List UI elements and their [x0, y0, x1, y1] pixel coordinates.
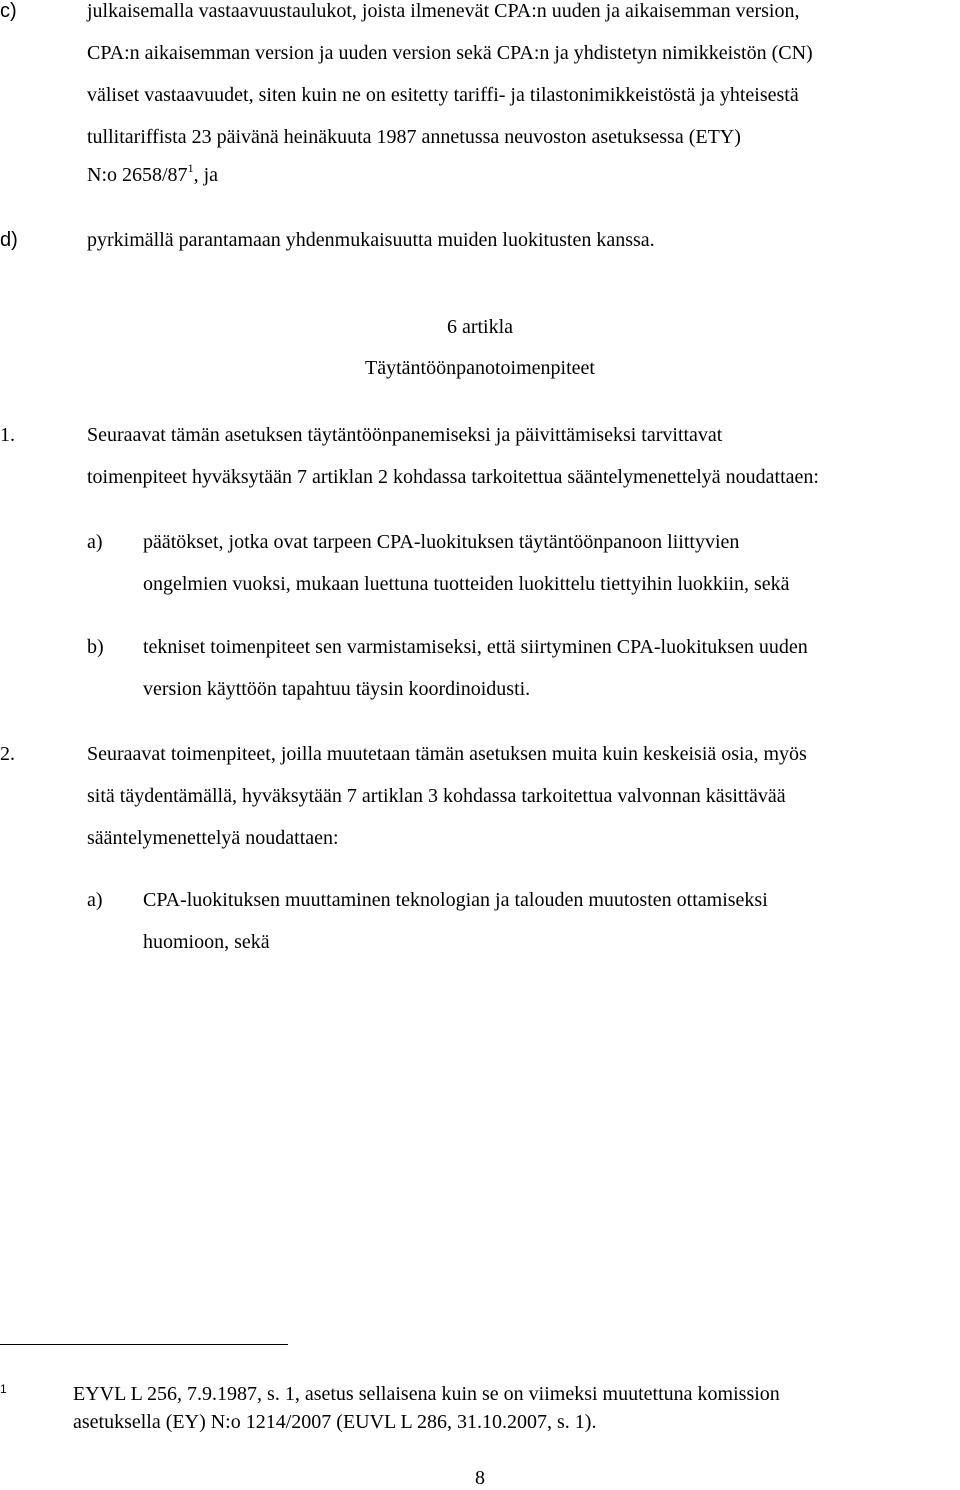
item-c-line-5-text: N:o 2658/87 [87, 164, 188, 186]
footnote-reference: 1 [187, 161, 194, 175]
paragraph-2-item-a-line-1: CPA-luokituksen muuttaminen teknologian ja talouden muutosten ottamiseksi [143, 889, 768, 911]
paragraph-1-line-1: Seuraavat tämän asetuksen täytäntöönpanemiseksi ja päivittämiseksi tarvittavat [87, 424, 723, 446]
paragraph-2-item-a-label: a) [87, 889, 103, 911]
paragraph-1-item-a-label: a) [87, 531, 103, 553]
item-d-text: pyrkimällä parantamaan yhdenmukaisuutta muiden luokitusten kanssa. [87, 229, 655, 251]
item-d-label: d) [0, 229, 18, 251]
paragraph-1-number: 1. [0, 424, 15, 446]
paragraph-1-item-a-line-1: päätökset, jotka ovat tarpeen CPA-luokituksen täytäntöönpanoon liittyvien [143, 531, 740, 553]
paragraph-2-line-1: Seuraavat toimenpiteet, joilla muutetaan tämän asetuksen muita kuin keskeisiä osia, myös [87, 743, 807, 765]
item-c-line-4: tullitariffista 23 päivänä heinäkuuta 1987 annetussa neuvoston asetuksessa (ETY) [87, 126, 741, 148]
article-title: Täytäntöönpanotoimenpiteet [365, 357, 595, 379]
footnote-line-1: EYVL L 256, 7.9.1987, s. 1, asetus sellaisena kuin se on viimeksi muutettuna komission [73, 1383, 780, 1405]
item-c-line-2: CPA:n aikaisemman version ja uuden version sekä CPA:n ja yhdistetyn nimikkeistön (CN) [87, 42, 813, 64]
paragraph-1-item-b-line-1: tekniset toimenpiteet sen varmistamiseksi, että siirtyminen CPA-luokituksen uuden [143, 636, 808, 658]
item-c-line-1: julkaisemalla vastaavuustaulukot, joista ilmenevät CPA:n uuden ja aikaisemman version, [87, 0, 800, 22]
item-c-line-5 [87, 161, 218, 187]
footnote-separator [0, 1344, 288, 1345]
paragraph-1-item-b-line-2: version käyttöön tapahtuu täysin koordinoidusti. [143, 678, 531, 700]
footnote-line-2: asetuksella (EY) N:o 1214/2007 (EUVL L 286, 31.10.2007, s. 1). [73, 1411, 597, 1433]
paragraph-2-line-3: sääntelymenettelyä noudattaen: [87, 827, 339, 849]
paragraph-1-item-a-line-2: ongelmien vuoksi, mukaan luettuna tuotteiden luokittelu tiettyihin luokkiin, sekä [143, 573, 790, 595]
paragraph-1-line-2: toimenpiteet hyväksytään 7 artiklan 2 kohdassa tarkoitettua sääntelymenettelyä noudattaen: [87, 466, 819, 488]
page-number: 8 [475, 1467, 485, 1489]
item-c-label: c) [0, 0, 17, 22]
paragraph-2-item-a-line-2: huomioon, sekä [143, 931, 270, 953]
item-c-line-3: väliset vastaavuudet, siten kuin ne on esitetty tariffi- ja tilastonimikkeistöstä ja yhteisestä [87, 84, 799, 106]
paragraph-1-item-b-label: b) [87, 636, 104, 658]
article-number: 6 artikla [446, 316, 514, 338]
footnote-marker: 1 [0, 1382, 7, 1396]
item-c-line-5-tail: , ja [193, 164, 218, 186]
paragraph-2-number: 2. [0, 743, 15, 765]
paragraph-2-line-2: sitä täydentämällä, hyväksytään 7 artiklan 3 kohdassa tarkoitettua valvonnan käsittävää [87, 785, 786, 807]
